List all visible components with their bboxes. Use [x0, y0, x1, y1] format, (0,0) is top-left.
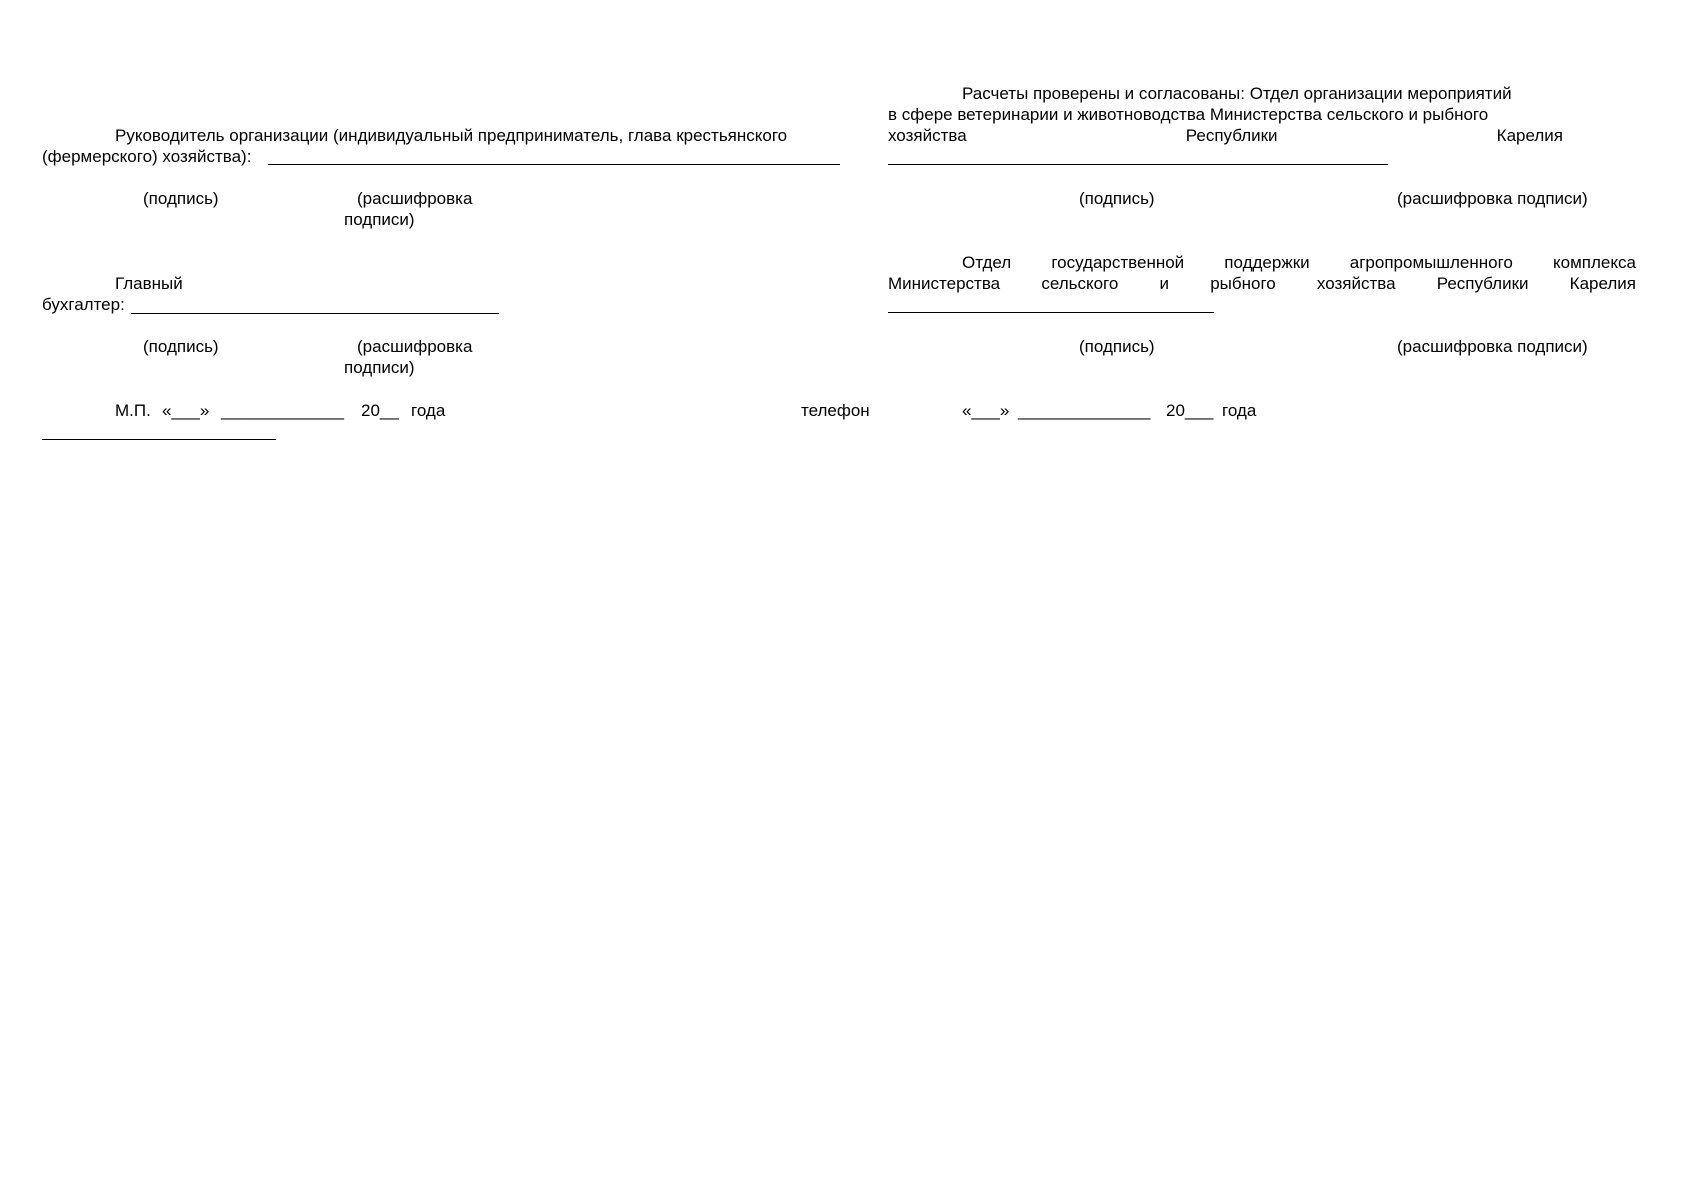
dept2-signature-line[interactable]	[888, 312, 1214, 313]
left-sign2-label: (подпись)	[143, 337, 219, 356]
checked-word-2: Республики	[1185, 126, 1278, 145]
left-sign1-decode-line2: подписи)	[344, 210, 415, 229]
left-date-month[interactable]: _____________	[221, 401, 344, 420]
dept2-word-8: и	[1159, 274, 1170, 293]
right-date-month[interactable]: ______________	[1018, 401, 1151, 420]
accountant-signature-line[interactable]	[131, 313, 499, 314]
checked-signature-line[interactable]	[888, 164, 1388, 165]
right-sign1-label: (подпись)	[1079, 189, 1155, 208]
right-sign1-decode: (расшифровка подписи)	[1397, 189, 1588, 208]
checked-line-2: в сфере ветеринарии и животноводства Министерства сельского и рыбного	[888, 105, 1489, 124]
phone-label: телефон	[801, 401, 870, 420]
left-sign1-label: (подпись)	[143, 189, 219, 208]
phone-line[interactable]	[42, 439, 276, 440]
head-line-2: (фермерского) хозяйства):	[42, 147, 252, 166]
dept2-line-1	[962, 252, 1636, 273]
left-date-day[interactable]: «___»	[162, 401, 210, 420]
checked-word-3: Карелия	[1496, 126, 1563, 145]
dept2-word-11: Республики	[1436, 274, 1529, 293]
left-date-word: года	[411, 401, 446, 420]
right-sign2-label: (подпись)	[1079, 337, 1155, 356]
left-sign2-decode-line2: подписи)	[344, 358, 415, 377]
dept2-word-6: Министерства	[888, 274, 1001, 293]
right-date-day[interactable]: «___»	[962, 401, 1010, 420]
right-date-year[interactable]: 20___	[1166, 401, 1214, 420]
dept2-word-2: государственной	[1051, 253, 1185, 272]
left-sign1-decode-line1: (расшифровка	[357, 189, 473, 208]
right-sign2-decode: (расшифровка подписи)	[1397, 337, 1588, 356]
dept2-word-5: комплекса	[1553, 253, 1636, 272]
left-date-year[interactable]: 20__	[361, 401, 399, 420]
dept2-word-3: поддержки	[1224, 253, 1310, 272]
accountant-line-2: бухгалтер:	[42, 295, 125, 314]
checked-line-1: Расчеты проверены и согласованы: Отдел организации мероприятий	[962, 84, 1512, 103]
left-sign2-decode-line1: (расшифровка	[357, 337, 473, 356]
dept2-word-7: сельского	[1041, 274, 1119, 293]
dept2-word-1: Отдел	[962, 253, 1012, 272]
dept2-line-2	[888, 273, 1636, 294]
head-signature-line[interactable]	[268, 164, 840, 165]
dept2-word-12: Карелия	[1569, 274, 1636, 293]
checked-word-1: хозяйства	[888, 126, 967, 145]
checked-line-3	[888, 125, 1563, 146]
mp-label: М.П.	[115, 401, 151, 420]
dept2-word-4: агропромышленного	[1349, 253, 1513, 272]
dept2-word-10: хозяйства	[1316, 274, 1396, 293]
accountant-line-1: Главный	[115, 274, 183, 293]
right-date-word: года	[1222, 401, 1257, 420]
dept2-word-9: рыбного	[1210, 274, 1276, 293]
head-line-1: Руководитель организации (индивидуальный предприниматель, глава крестьянского	[115, 126, 788, 145]
